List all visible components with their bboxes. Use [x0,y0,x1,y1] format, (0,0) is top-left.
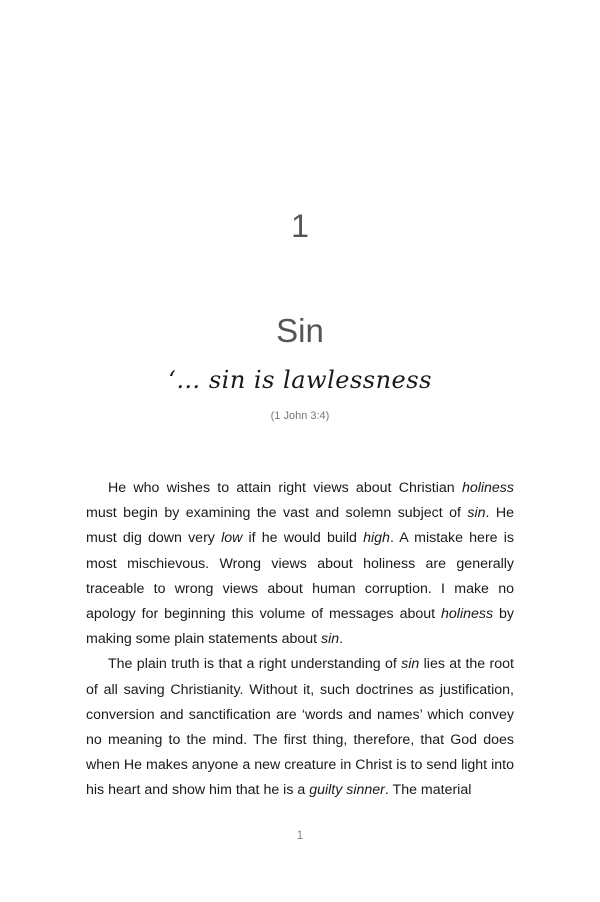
epigraph: ‘… sin is lawlessness [168,366,432,394]
chapter-title: Sin [276,312,324,349]
emphasized-text: sin [467,505,486,522]
text-run: must begin by examining the vast and solemn subject of [86,505,468,522]
text-run: by making some plain statements about [86,606,514,648]
text-run: He who wishes to attain right views about Christian [108,480,462,496]
emphasized-text: sin [321,631,340,648]
text-run: . He must dig down very [86,505,514,547]
emphasized-text: sin [401,656,420,673]
scripture-reference: (1 John 3:4) [270,410,330,422]
chapter-number: 1 [291,208,309,244]
text-run: . The material [384,782,472,799]
emphasized-text: guilty sinner [309,782,385,799]
body-paragraph [86,652,514,803]
text-run: lies at the root of all saving Christianity. Without it, such doctrines as justification, conversion and sanctification are ‘words and names’ which convey no meaning to the mind. The first thing, therefore, that God does when He makes anyone a new creature in Christ is to send light into his heart and show him that he is a [86,656,514,799]
text-run: . [339,631,344,648]
emphasized-text: holiness [441,606,494,623]
body-paragraph [86,476,514,652]
chapter-body [86,476,514,804]
emphasized-text: holiness [461,480,514,496]
page-number: 1 [296,828,304,842]
emphasized-text: low [221,530,243,547]
text-run: The plain truth is that a right understanding of [108,656,402,673]
text-run: if he would build [242,530,364,547]
text-run: . A mistake here is most mischievous. Wrong views about holiness are generally traceable to wrong views about human corruption. I make no apology for beginning this volume of messages about [86,530,514,623]
emphasized-text: high [363,530,390,547]
